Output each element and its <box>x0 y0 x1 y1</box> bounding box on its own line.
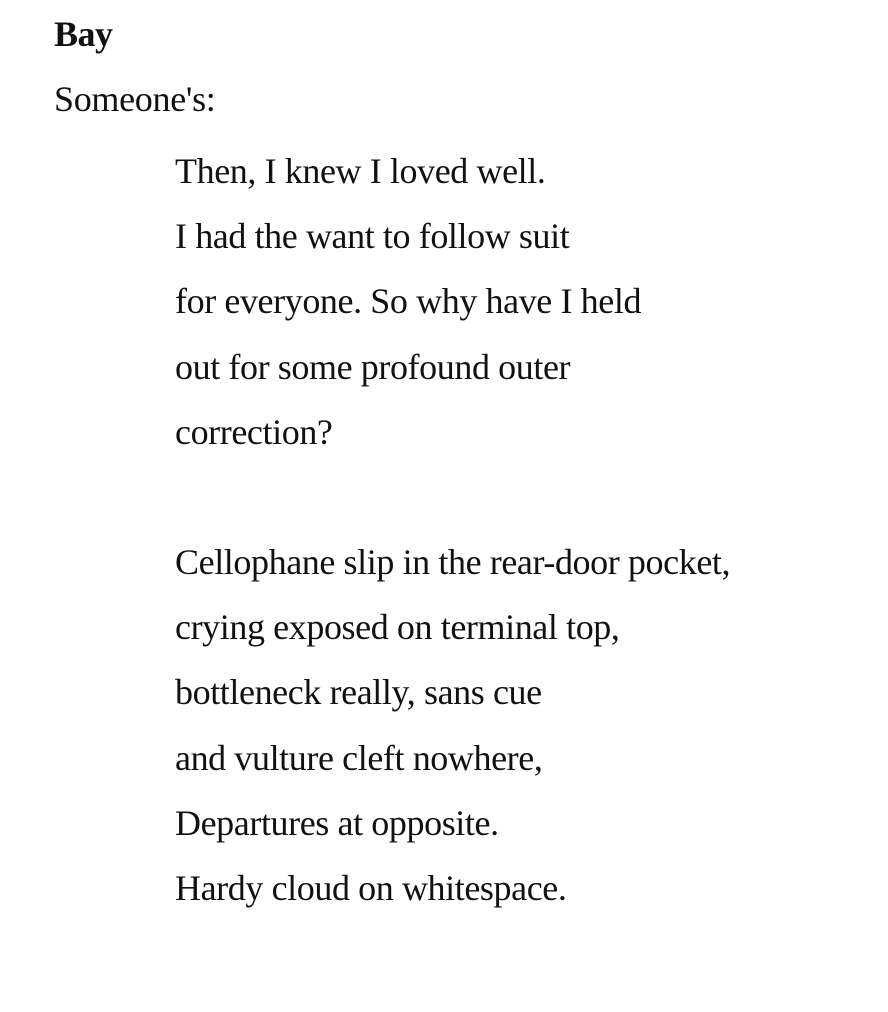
stanza-1 <box>175 139 641 465</box>
poem-line: I had the want to follow suit <box>175 216 570 257</box>
poem-line: and vulture cleft nowhere, <box>175 737 543 778</box>
poem-line: correction? <box>175 411 333 452</box>
poem-line: Hardy cloud on whitespace. <box>175 867 567 908</box>
poem-line: Then, I knew I loved well. <box>175 151 546 191</box>
poem-line: Departures at opposite. <box>175 802 499 843</box>
poem-line: Cellophane slip in the rear-door pocket, <box>175 542 731 582</box>
poem-title: Bay <box>54 14 113 54</box>
poem-line: for everyone. So why have I held <box>175 281 642 322</box>
poem-line: out for some profound outer <box>175 346 571 387</box>
poem-line: bottleneck really, sans cue <box>175 672 542 713</box>
poem-line: crying exposed on terminal top, <box>175 607 620 648</box>
stanza-2 <box>175 530 730 921</box>
poem-speaker-label: Someone's: <box>54 79 216 119</box>
